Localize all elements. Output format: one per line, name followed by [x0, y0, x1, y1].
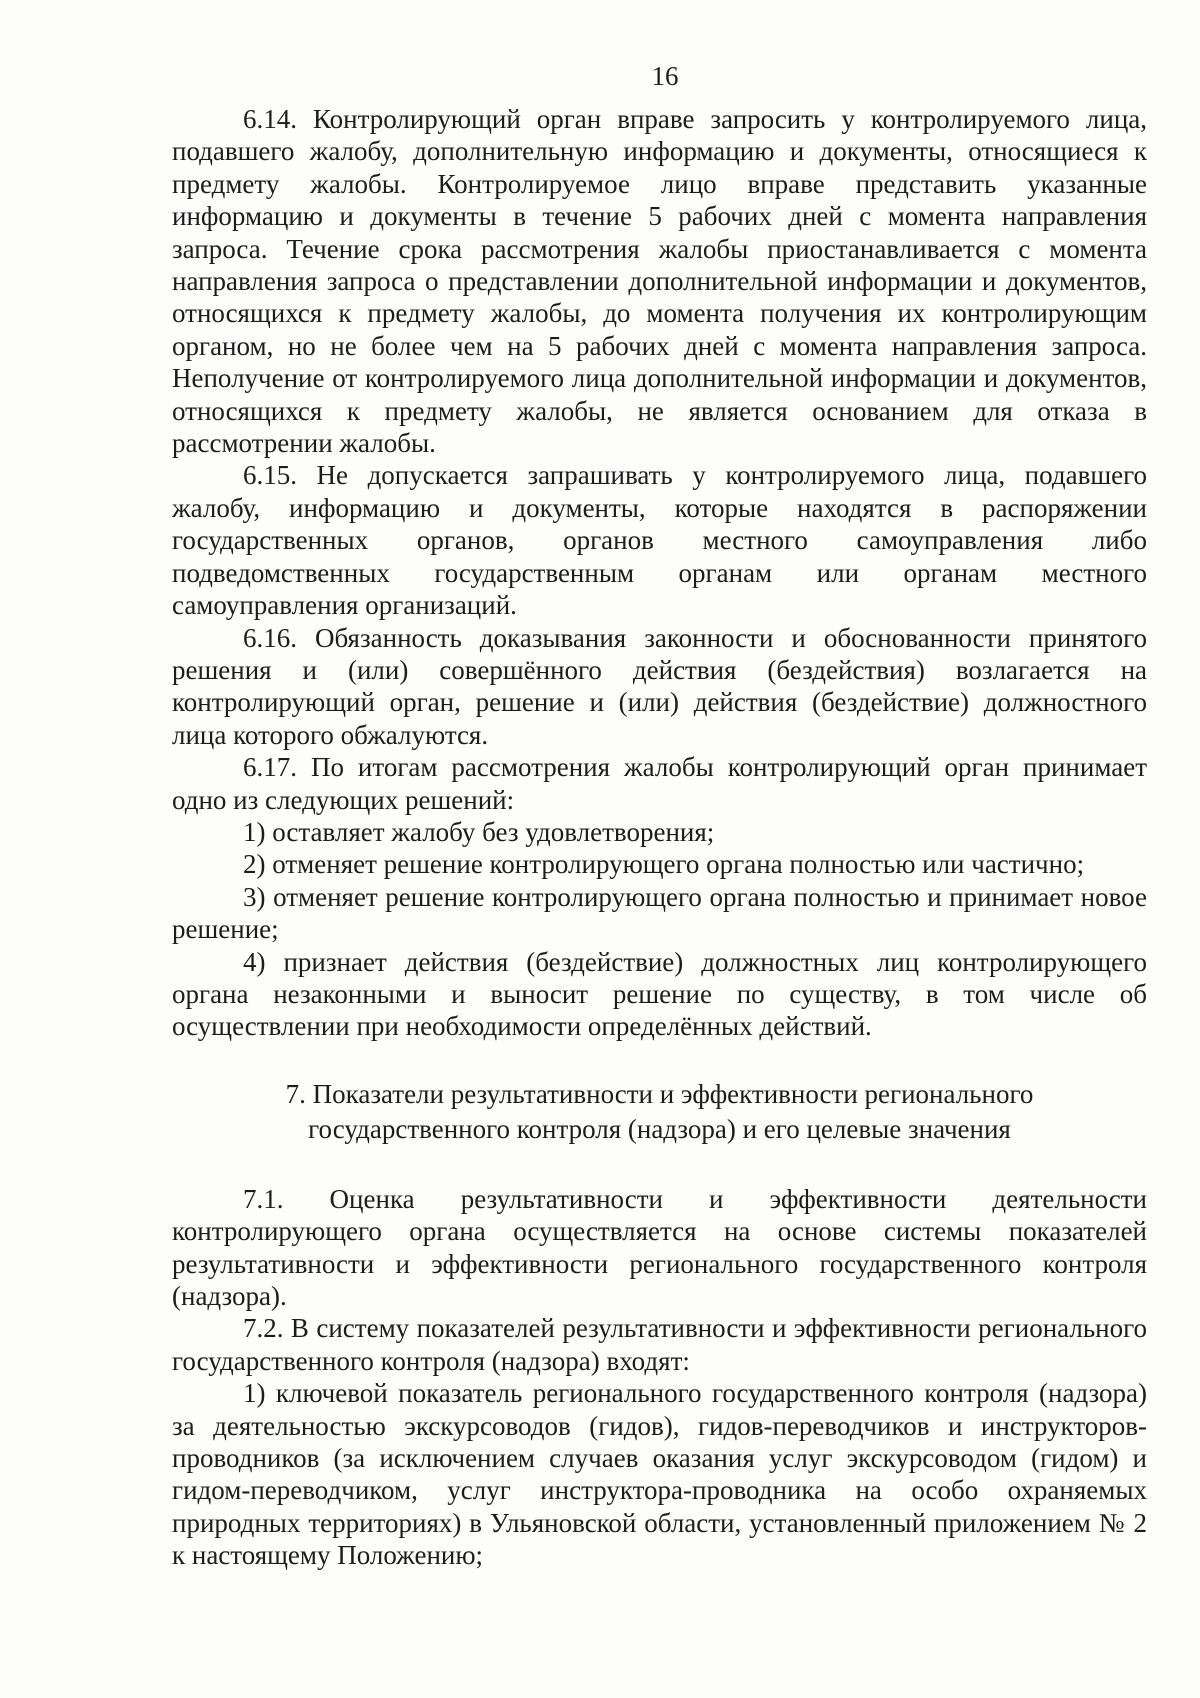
- paragraph-6-16: 6.16. Обязанность доказывания законности и обоснованности принятого решения и (или) совершённого действия (бездействия) возлагается на контролирующий орган, решение и (или) действия (бездействие) должностного лица которого обжалуются.: [172, 622, 1147, 750]
- paragraph-7-2: 7.2. В систему показателей результативности и эффективности регионального государственного контроля (надзора) входят:: [172, 1313, 1147, 1376]
- list-item-6-17-3: 3) отменяет решение контролирующего органа полностью и принимает новое решение;: [172, 881, 1147, 945]
- list-item-6-17-4: 4) признает действия (бездействие) должностных лиц контролирующего органа незаконными и выносит решение по существу, в том числе об осуществлении при необходимости определённых действий.: [172, 946, 1147, 1042]
- list-item-7-2-1: 1) ключевой показатель регионального государственного контроля (надзора) за деятельностью экскурсоводов (гидов), гидов-переводчиков и инструкторов-проводников (за исключением случаев оказания услуг экскурсоводом (гидом) и гидом-переводчиком, услуг инструктора-проводника на особо охраняемых природных территориях) в Ульяновской области, установленный приложением № 2 к настоящему Положению;: [172, 1378, 1147, 1571]
- paragraph-7-1: 7.1. Оценка результативности и эффективности деятельности контролирующего органа осуществляется на основе системы показателей результативности и эффективности регионального государственного контроля (надзора).: [172, 1183, 1147, 1311]
- paragraph-6-17: 6.17. По итогам рассмотрения жалобы контролирующий орган принимает одно из следующих решений:: [172, 752, 1147, 815]
- document-body: [172, 103, 1147, 1572]
- paragraph-6-14: 6.14. Контролирующий орган вправе запросить у контролируемого лица, подавшего жалобу, дополнительную информацию и документы, относящиеся к предмету жалобы. Контролируемое лицо вправе представить указанные информацию и документы в течение 5 рабочих дней с момента направления запроса. Течение срока рассмотрения жалобы приостанавливается с момента направления запроса о представлении дополнительной информации и документов, относящихся к предмету жалобы, до момента получения их контролирующим органом, но не более чем на 5 рабочих дней с момента направления запроса. Неполучение от контролируемого лица дополнительной информации и документов, относящихся к предмету жалобы, не является основанием для отказа в рассмотрении жалобы.: [172, 104, 1147, 459]
- list-item-6-17-2: 2) отменяет решение контролирующего органа полностью или частично;: [243, 849, 1085, 880]
- section-7-heading: [172, 1077, 1147, 1147]
- section-7-heading-line-1: 7. Показатели результативности и эффективности регионального: [285, 1078, 1034, 1109]
- paragraph-6-15: 6.15. Не допускается запрашивать у контролируемого лица, подавшего жалобу, информацию и документы, которые находятся в распоряжении государственных органов, органов местного самоуправления либо подведомственных государственным органам или органам местного самоуправления организаций.: [172, 460, 1147, 621]
- page-number: 16: [651, 61, 679, 91]
- section-7-heading-line-2: государственного контроля (надзора) и его целевые значения: [308, 1113, 1011, 1144]
- list-item-6-17-1: 1) оставляет жалобу без удовлетворения;: [243, 816, 715, 847]
